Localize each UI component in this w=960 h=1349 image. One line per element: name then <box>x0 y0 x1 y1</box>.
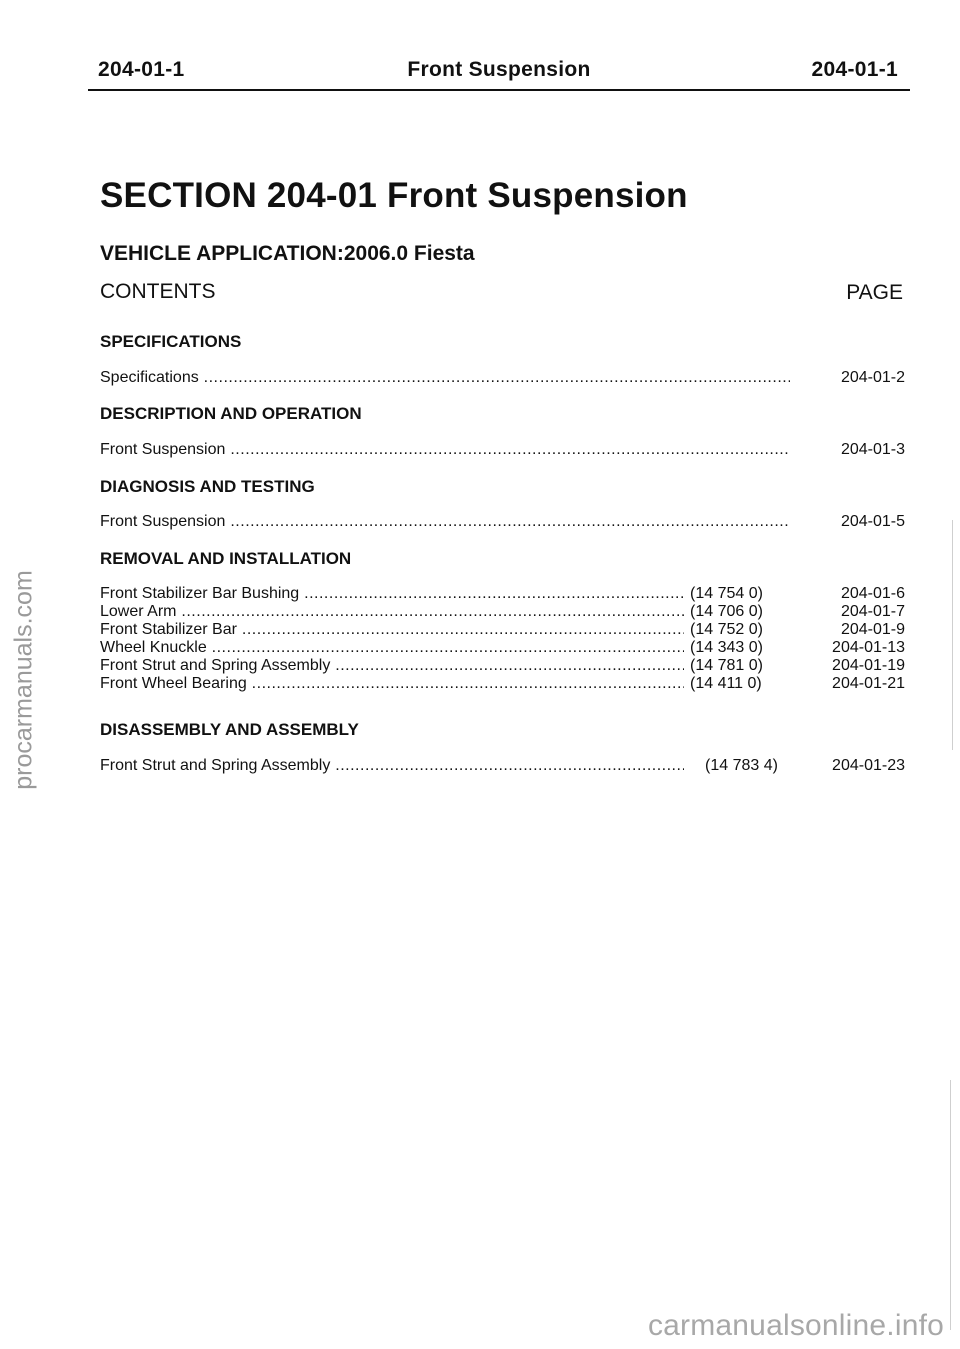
toc-entry[interactable] <box>100 674 905 694</box>
toc-entry[interactable] <box>100 440 905 460</box>
toc-entry[interactable] <box>100 620 905 640</box>
toc-entry-title: Front Suspension ..... <box>100 512 790 532</box>
toc-entry-part-code: (14 752 0) <box>690 620 788 640</box>
vehicle-application: VEHICLE APPLICATION:2006.0 Fiesta <box>100 242 475 265</box>
toc-entry[interactable] <box>100 602 905 622</box>
toc-entry-page: 204-01-7 <box>833 602 905 622</box>
header-rule <box>88 89 910 91</box>
toc-entry-title: Front Stabilizer Bar Bushing ..... <box>100 584 684 604</box>
toc-entry-title: Front Strut and Spring Assembly ..... <box>100 756 684 776</box>
toc-entry-page: 204-01-13 <box>824 638 905 658</box>
toc-entry-part-code: (14 411 0) <box>690 674 788 694</box>
toc-entry-part-code: (14 343 0) <box>690 638 788 658</box>
toc-entry-part-code: (14 706 0) <box>690 602 788 622</box>
toc-entry-title: Front Wheel Bearing ..... <box>100 674 684 694</box>
scan-edge-mark <box>950 1080 951 1330</box>
watermark-vertical-text: procarmanuals.com <box>9 570 38 790</box>
toc-entry[interactable] <box>100 512 905 532</box>
watermark-bottom: carmanualsonline.info <box>647 1309 944 1342</box>
toc-entry-page: 204-01-5 <box>833 512 905 532</box>
toc-entry-part-code: (14 781 0) <box>690 656 788 676</box>
group-heading-description-and-operation: DESCRIPTION AND OPERATION <box>100 404 362 423</box>
toc-entry-page: 204-01-23 <box>824 756 905 776</box>
toc-entry-title: Front Strut and Spring Assembly ..... <box>100 656 684 676</box>
toc-entry-page: 204-01-2 <box>833 368 905 388</box>
toc-entry-title: Wheel Knuckle ..... <box>100 638 684 658</box>
toc-entry[interactable] <box>100 368 905 388</box>
section-title: SECTION 204-01 Front Suspension <box>100 176 688 215</box>
contents-label: CONTENTS <box>100 280 216 303</box>
toc-entry-title: Front Suspension ..... <box>100 440 790 460</box>
header-title: Front Suspension <box>407 58 591 81</box>
toc-entry-page: 204-01-21 <box>824 674 905 694</box>
toc-entry-title: Specifications ..... <box>100 368 790 388</box>
toc-entry[interactable] <box>100 584 905 604</box>
running-header <box>88 58 910 88</box>
watermark-vertical <box>4 570 44 790</box>
toc-entry[interactable] <box>100 756 905 776</box>
group-heading-disassembly-and-assembly: DISASSEMBLY AND ASSEMBLY <box>100 720 359 739</box>
toc-entry-part-code: (14 783 4) <box>705 756 803 776</box>
scan-edge-mark <box>952 520 953 750</box>
toc-entry[interactable] <box>100 656 905 676</box>
toc-entry-title: Lower Arm ..... <box>100 602 684 622</box>
group-heading-specifications: SPECIFICATIONS <box>100 332 242 351</box>
group-heading-removal-and-installation: REMOVAL AND INSTALLATION <box>100 549 352 568</box>
toc-entry-page: 204-01-3 <box>833 440 905 460</box>
header-section-number-left: 204-01-1 <box>98 58 185 81</box>
toc-entry-page: 204-01-9 <box>833 620 905 640</box>
header-section-number-right: 204-01-1 <box>811 58 898 81</box>
group-heading-diagnosis-and-testing: DIAGNOSIS AND TESTING <box>100 477 315 496</box>
toc-entry-page: 204-01-6 <box>833 584 905 604</box>
page-column-label: PAGE <box>846 281 903 304</box>
toc-entry-title: Front Stabilizer Bar ..... <box>100 620 684 640</box>
toc-entry-page: 204-01-19 <box>824 656 905 676</box>
toc-entry[interactable] <box>100 638 905 658</box>
toc-entry-part-code: (14 754 0) <box>690 584 788 604</box>
